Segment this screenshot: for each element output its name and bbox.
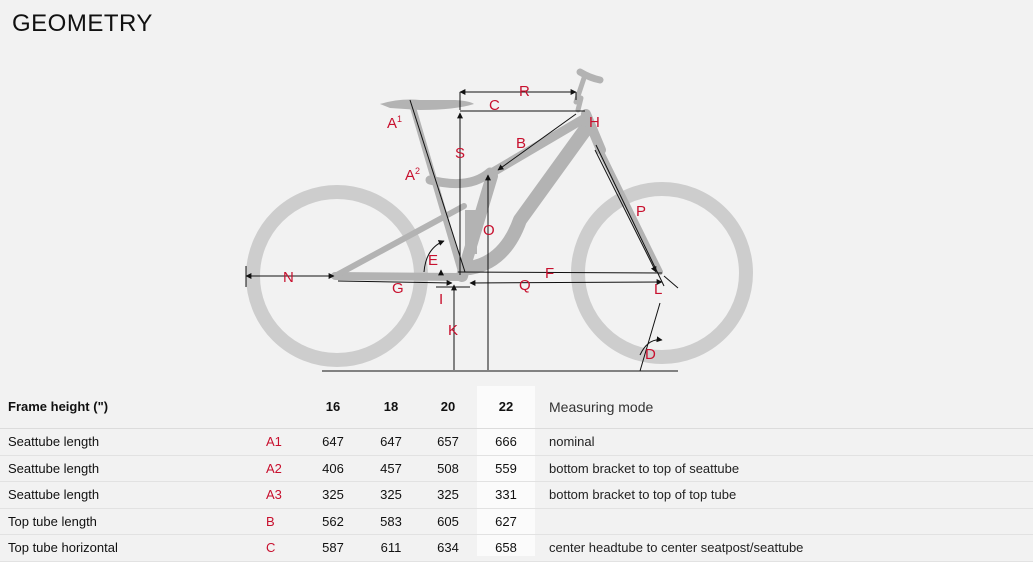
row-value-22: 559 [495, 460, 517, 476]
row-name: Top tube horizontal [8, 540, 118, 556]
label-e: E [428, 252, 439, 269]
label-q: Q [519, 277, 531, 294]
row-value-20: 605 [437, 513, 459, 529]
label-b: B [516, 135, 527, 152]
row-code: A3 [266, 487, 282, 503]
row-value-16: 587 [322, 540, 344, 556]
label-s: S [455, 145, 466, 162]
label-d: D [645, 346, 656, 363]
row-code: C [266, 540, 276, 556]
row-name: Seattube length [8, 434, 100, 449]
table-header-row [0, 386, 1033, 429]
row-code: B [266, 513, 275, 529]
row-code: A1 [266, 434, 282, 449]
label-a1: $A^1$ [387, 114, 403, 132]
header-size-22: 22 [498, 399, 514, 414]
header-measuring-mode: Measuring mode [549, 399, 654, 415]
geometry-table [0, 386, 1033, 562]
row-value-20: 657 [437, 434, 459, 449]
row-name: Seattube length [8, 487, 100, 503]
row-code: A2 [266, 460, 282, 476]
row-value-18: 457 [380, 460, 402, 476]
row-value-16: 325 [322, 487, 344, 503]
header-frame-height: Frame height (") [8, 399, 109, 414]
label-p: P [636, 203, 647, 220]
row-value-22: 658 [495, 540, 517, 556]
header-size-18: 18 [383, 399, 399, 414]
row-value-16: 562 [322, 513, 344, 529]
row-mode: center headtube to center seatpost/seattube [549, 540, 804, 556]
row-value-18: 611 [380, 540, 402, 556]
row-value-22: 331 [495, 487, 517, 503]
header-size-16: 16 [325, 399, 341, 414]
label-k: K [448, 322, 459, 339]
label-g: G [392, 280, 404, 297]
row-mode: nominal [549, 434, 595, 449]
label-a2: $A^2$ [405, 166, 421, 184]
row-name: Top tube length [8, 513, 97, 529]
row-value-18: 647 [380, 434, 402, 449]
dimension-lines [246, 92, 678, 371]
row-mode: bottom bracket to top of top tube [549, 487, 737, 503]
shock [465, 210, 477, 254]
row-mode: bottom bracket to top of seattube [549, 460, 740, 476]
row-value-20: 325 [437, 487, 459, 503]
table-row [0, 429, 1033, 456]
label-r: R [519, 83, 530, 100]
page-title: GEOMETRY [12, 10, 153, 37]
label-o: O [483, 222, 495, 239]
row-value-18: 583 [380, 513, 402, 529]
row-value-16: 647 [322, 434, 344, 449]
table-row [0, 482, 1033, 509]
row-value-22: 627 [495, 513, 517, 529]
row-value-20: 508 [437, 460, 459, 476]
label-i: I [439, 291, 444, 308]
label-h: H [589, 114, 600, 131]
label-l: L [654, 281, 663, 298]
table-row [0, 535, 1033, 562]
row-value-16: 406 [322, 460, 344, 476]
table-row [0, 509, 1033, 536]
row-value-20: 634 [437, 540, 459, 556]
label-f: F [545, 265, 555, 282]
row-value-18: 325 [380, 487, 402, 503]
label-n: N [283, 269, 294, 286]
row-value-22: 666 [495, 434, 517, 449]
row-name: Seattube length [8, 460, 100, 476]
table-row [0, 456, 1033, 483]
header-size-20: 20 [440, 399, 456, 414]
label-c: C [489, 97, 500, 114]
